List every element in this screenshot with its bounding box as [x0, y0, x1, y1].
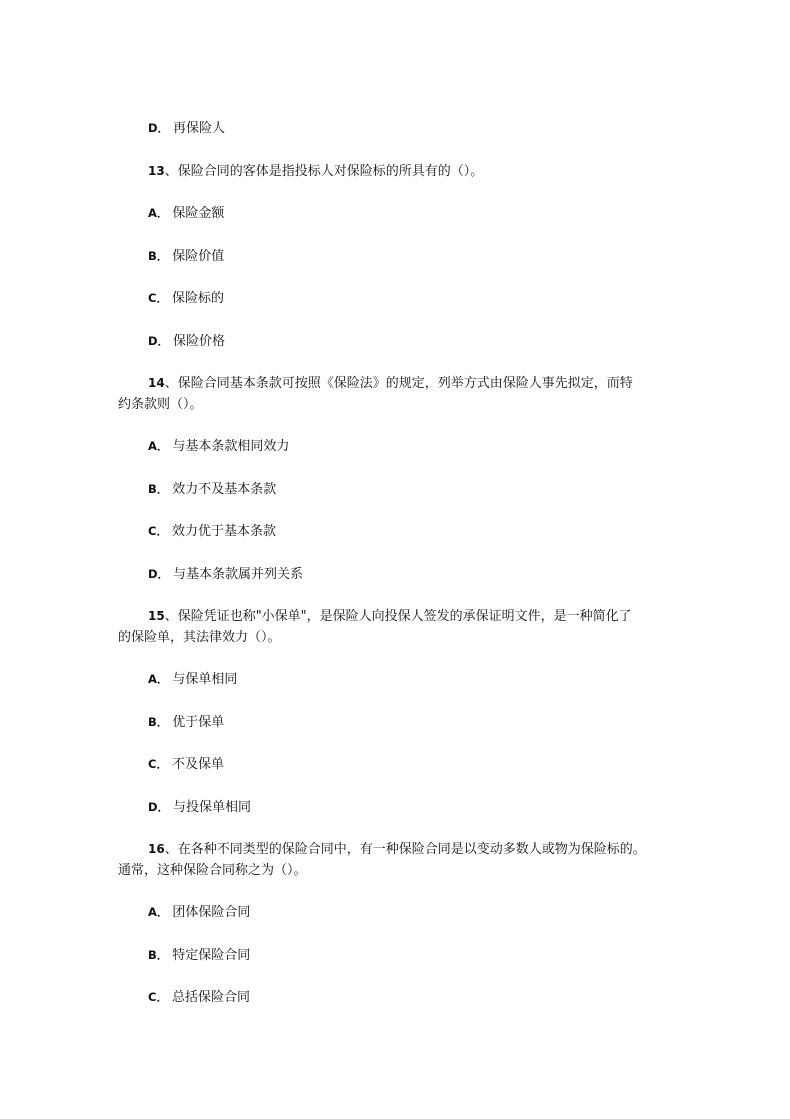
answer-option	[118, 669, 678, 691]
answer-option	[118, 203, 678, 225]
option-text: 保险标的	[171, 291, 224, 306]
answer-option	[118, 564, 678, 586]
question-text-continued: 通常，这种保险合同称之为（）。	[118, 862, 307, 878]
question-line	[118, 161, 678, 183]
answer-option	[118, 797, 678, 819]
answer-option	[118, 754, 678, 776]
option-label: A．	[148, 672, 169, 686]
option-text: 不及保单	[171, 757, 224, 772]
option-text: 特定保险合同	[172, 947, 251, 963]
question-text: 、保险凭证也称"小保单"，是保险人向投保人签发的承保证明文件，是一种简化了	[164, 609, 632, 624]
option-label: B．	[148, 947, 169, 962]
option-label: D．	[148, 333, 170, 348]
option-text: 保险金额	[172, 206, 225, 221]
option-label: A．	[148, 439, 169, 453]
question-number: 16	[148, 842, 165, 856]
answer-option	[118, 331, 678, 353]
option-text: 优于保单	[172, 714, 225, 730]
question-number: 15	[148, 609, 165, 623]
option-label: B．	[148, 248, 169, 263]
question-line	[118, 606, 678, 628]
option-label: B．	[148, 481, 169, 496]
option-text: 保险价格	[173, 333, 226, 349]
option-label: D．	[148, 566, 170, 581]
question-text-continued: 约条款则（）。	[118, 396, 203, 412]
option-label: A．	[148, 206, 169, 220]
question	[118, 606, 678, 648]
question-text: 、保险合同基本条款可按照《保险法》的规定，列举方式由保险人事先拟定，而特	[164, 376, 633, 391]
option-text: 再保险人	[173, 121, 226, 136]
option-label: A．	[148, 905, 169, 919]
option-text: 总括保险合同	[171, 990, 250, 1005]
question-text-continued: 的保险单，其法律效力（）。	[118, 629, 281, 645]
answer-option	[118, 118, 678, 140]
option-text: 效力优于基本条款	[171, 524, 276, 539]
answer-option	[118, 521, 678, 543]
question-number: 13	[148, 163, 165, 178]
question	[118, 839, 678, 881]
question-line	[118, 373, 678, 395]
question-line	[118, 839, 678, 861]
question-number: 14	[148, 376, 165, 390]
question-text: 、保险合同的客体是指投标人对保险标的所具有的（）。	[164, 163, 484, 179]
option-text: 与保单相同	[172, 672, 238, 687]
answer-option	[118, 436, 678, 458]
option-label: C．	[148, 757, 168, 771]
option-text: 与基本条款相同效力	[172, 439, 290, 454]
answer-option	[118, 987, 678, 1009]
answer-option	[118, 479, 678, 501]
option-text: 团体保险合同	[172, 905, 251, 920]
question-text: 、在各种不同类型的保险合同中，有一种保险合同是以变动多数人或物为保险标的。	[164, 842, 646, 857]
option-text: 与基本条款属并列关系	[173, 566, 304, 582]
option-label: B．	[148, 714, 169, 729]
option-text: 与投保单相同	[173, 799, 252, 815]
answer-option	[118, 246, 678, 268]
question	[118, 373, 678, 415]
option-label: C．	[148, 291, 168, 305]
answer-option	[118, 902, 678, 924]
option-label: D．	[148, 799, 170, 814]
option-label: C．	[148, 990, 168, 1004]
option-label: C．	[148, 524, 168, 538]
document-body	[118, 118, 678, 1030]
option-label: D．	[148, 121, 170, 135]
option-text: 保险价值	[172, 248, 225, 264]
option-text: 效力不及基本条款	[172, 481, 277, 497]
answer-option	[118, 712, 678, 734]
answer-option	[118, 288, 678, 310]
answer-option	[118, 945, 678, 967]
question	[118, 161, 678, 183]
